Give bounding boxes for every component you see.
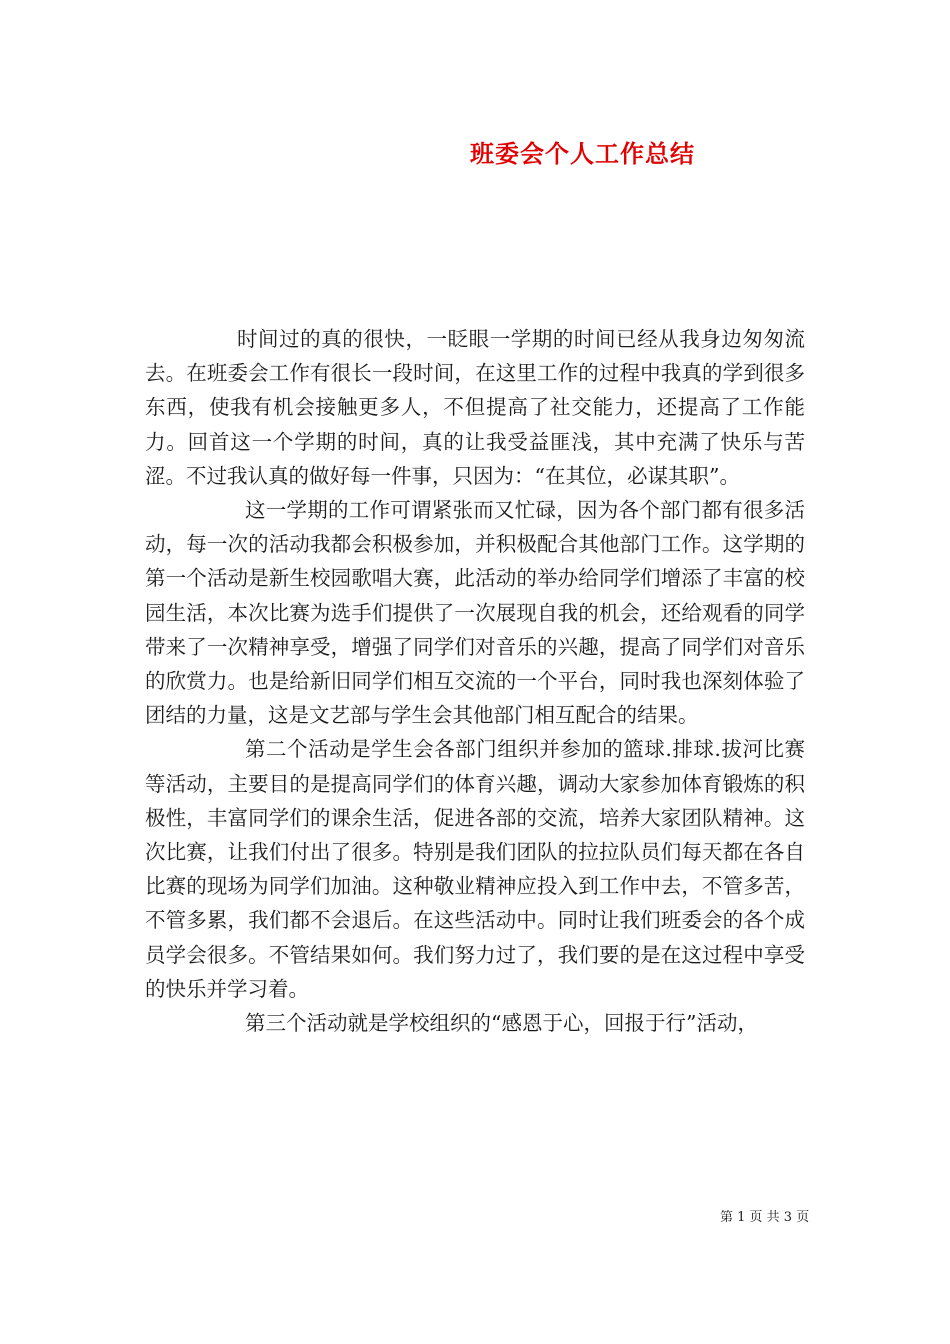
document-body <box>145 322 805 1040</box>
document-title: 班委会个人工作总结 <box>470 139 695 168</box>
paragraph-4: 第三个活动就是学校组织的“感恩于心，回报于行”活动， <box>245 1011 758 1036</box>
paragraph-1: 时间过的真的很快，一眨眼一学期的时间已经从我身边匆匆流去。在班委会工作有很长一段时间，在这里工作的过程中我真的学到很多东西，使我有机会接触更多人，不但提高了社交能力，还提高了工作能力。回首这一个学期的时间，真的让我受益匪浅，其中充满了快乐与苦涩。不过我认真的做好每一件事，只因为：“在其位，必谋其职”。 <box>145 327 805 488</box>
paragraph-3: 第二个活动是学生会各部门组织并参加的篮球.排球.拔河比赛等活动，主要目的是提高同学们的体育兴趣，调动大家参加体育锻炼的积极性，丰富同学们的课余生活，促进各部的交流，培养大家团队精神。这次比赛，让我们付出了很多。特别是我们团队的拉拉队员们每天都在各自比赛的现场为同学们加油。这种敬业精神应投入到工作中去，不管多苦，不管多累，我们都不会退后。在这些活动中。同时让我们班委会的各个成员学会很多。不管结果如何。我们努力过了，我们要的是在这过程中享受的快乐并学习着。 <box>145 737 805 1001</box>
paragraph-2: 这一学期的工作可谓紧张而又忙碌，因为各个部门都有很多活动，每一次的活动我都会积极参加，并积极配合其他部门工作。这学期的第一个活动是新生校园歌唱大赛，此活动的举办给同学们增添了丰富的校园生活，本次比赛为选手们提供了一次展现自我的机会，还给观看的同学带来了一次精神享受，增强了同学们对音乐的兴趣，提高了同学们对音乐的欣赏力。也是给新旧同学们相互交流的一个平台，同时我也深刻体验了团结的力量，这是文艺部与学生会其他部门相互配合的结果。 <box>145 498 805 728</box>
page-number-footer: 第 1 页 共 3 页 <box>720 1210 810 1225</box>
